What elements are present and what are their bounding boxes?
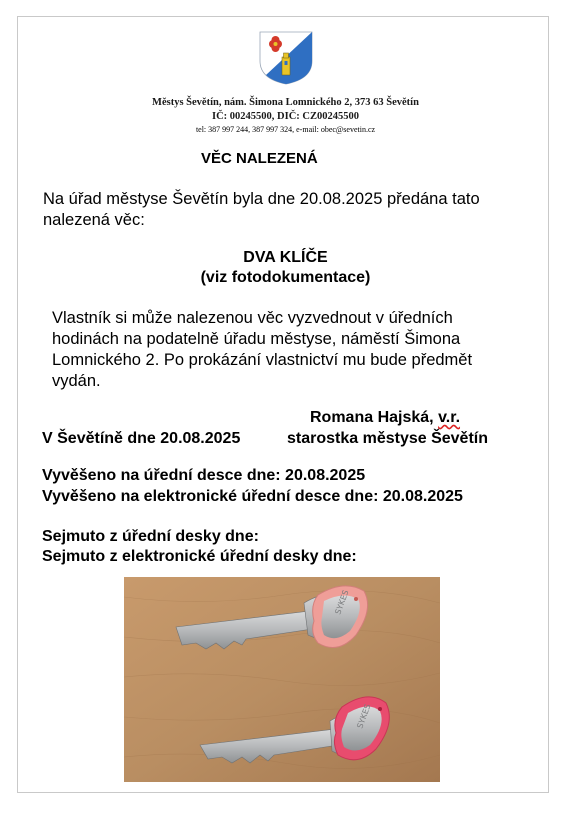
posted-physical: Vyvěšeno na úřední desce dne: 20.08.2025 <box>42 467 366 484</box>
posted-electronic: Vyvěšeno na elektronické úřední desce dne: 20.08.2025 <box>42 488 463 505</box>
header-address: Městys Ševětín, nám. Šimona Lomnického 2, 373 63 Ševětín <box>152 97 419 108</box>
header-contact: tel: 387 997 244, 387 997 324, e-mail: obec@sevetin.cz <box>195 125 376 134</box>
keys-photo <box>124 577 440 782</box>
found-item-note: (viz fotodokumentace) <box>200 269 371 286</box>
key-2-brand: SYKES <box>355 702 373 730</box>
document-title: VĚC NALEZENÁ <box>201 150 318 167</box>
place-date: V Ševětíně dne 20.08.2025 <box>42 430 241 447</box>
municipal-crest-logo <box>258 31 314 85</box>
signature-suffix: v.r. <box>438 409 461 426</box>
signature-name-text: Romana Hajská, <box>310 409 434 426</box>
removed-physical: Sejmuto z úřední desky dne: <box>42 528 259 545</box>
signature-name <box>310 409 460 427</box>
found-item-name: DVA KLÍČE <box>243 249 328 266</box>
signature-role: starostka městyse Ševětín <box>287 430 488 447</box>
header-ids: IČ: 00245500, DIČ: CZ00245500 <box>212 111 359 122</box>
body-paragraph: Vlastník si může nalezenou věc vyzvednout v úředních hodinách na podatelně úřadu městyse, náměstí Šimona Lomnického 2. Po prokázání vlastnictví mu bude předmět vydán. <box>52 309 473 390</box>
key-1-brand: SYKES <box>333 588 351 616</box>
removed-electronic: Sejmuto z elektronické úřední desky dne: <box>42 548 357 565</box>
intro-paragraph: Na úřad městyse Ševětín byla dne 20.08.2025 předána tato nalezená věc: <box>43 190 480 229</box>
